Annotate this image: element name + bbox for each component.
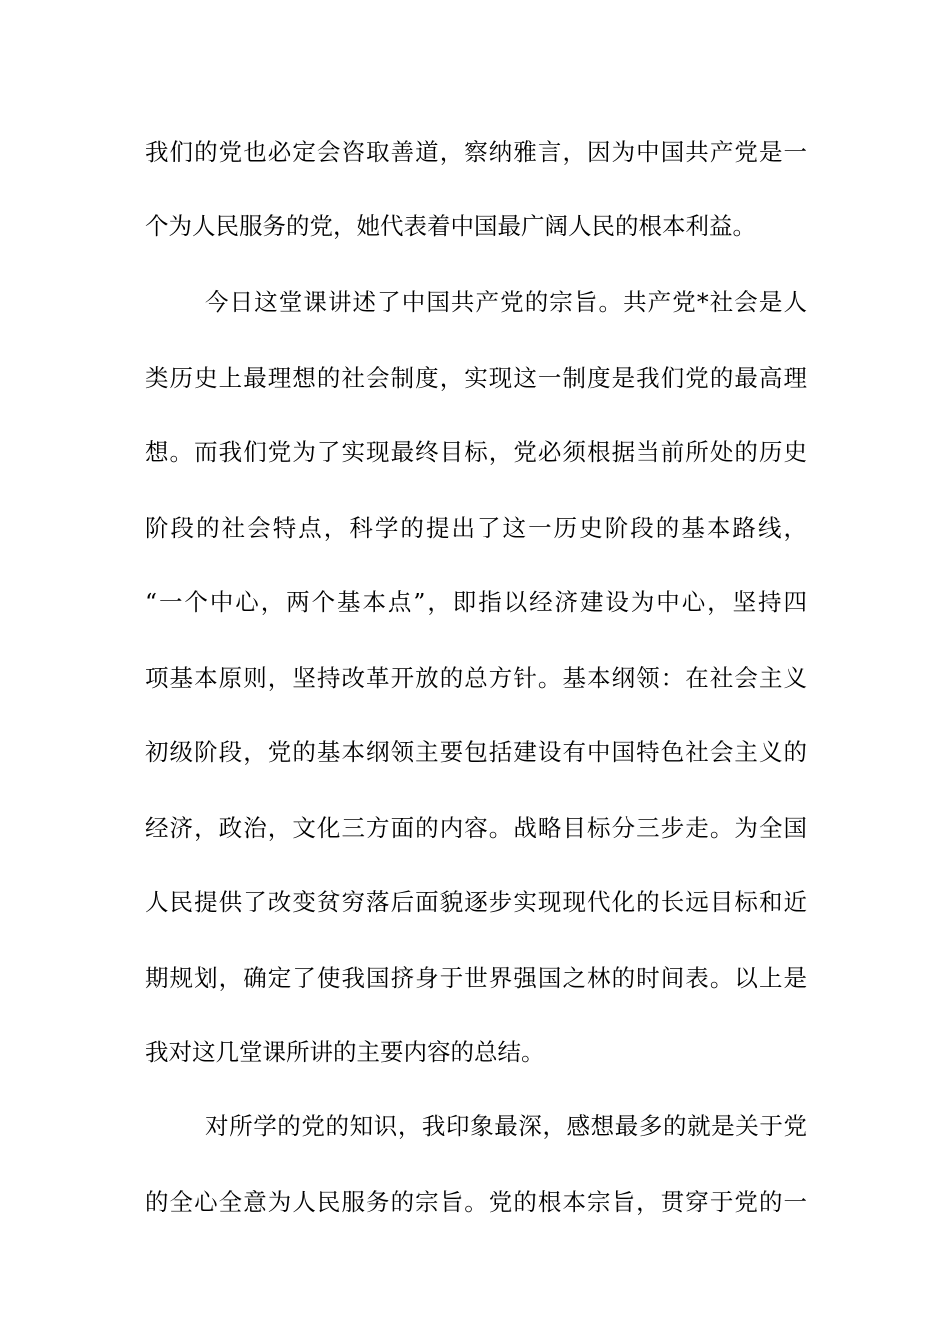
text-line: 的全心全意为人民服务的宗旨。党的根本宗旨，贯穿于党的一 [145, 1188, 807, 1216]
paragraph-first-line: 对所学的党的知识，我印象最深，感想最多的就是关于党 [205, 1112, 807, 1140]
text-line: 期规划，确定了使我国挤身于世界强国之林的时间表。以上是 [145, 964, 807, 992]
text-line: 我对这几堂课所讲的主要内容的总结。 [145, 1038, 545, 1066]
text-line: 经济，政治，文化三方面的内容。战略目标分三步走。为全国 [145, 814, 807, 842]
text-line: 我们的党也必定会咨取善道，察纳雅言，因为中国共产党是一 [145, 138, 807, 166]
text-line: 人民提供了改变贫穷落后面貌逐步实现现代化的长远目标和近 [145, 888, 807, 916]
text-line: “一个中心，两个基本点”，即指以经济建设为中心，坚持四 [145, 588, 807, 616]
text-line: 初级阶段，党的基本纲领主要包括建设有中国特色社会主义的 [145, 738, 807, 766]
text-line: 想。而我们党为了实现最终目标，党必须根据当前所处的历史 [145, 438, 807, 466]
text-line: 阶段的社会特点，科学的提出了这一历史阶段的基本路线， [145, 514, 807, 542]
text-line: 项基本原则，坚持改革开放的总方针。基本纲领：在社会主义 [145, 664, 807, 692]
text-line: 个为人民服务的党，她代表着中国最广阔人民的根本利益。 [145, 212, 756, 240]
paragraph-first-line: 今日这堂课讲述了中国共产党的宗旨。共产党*社会是人 [205, 288, 807, 316]
text-line: 类历史上最理想的社会制度，实现这一制度是我们党的最高理 [145, 364, 807, 392]
